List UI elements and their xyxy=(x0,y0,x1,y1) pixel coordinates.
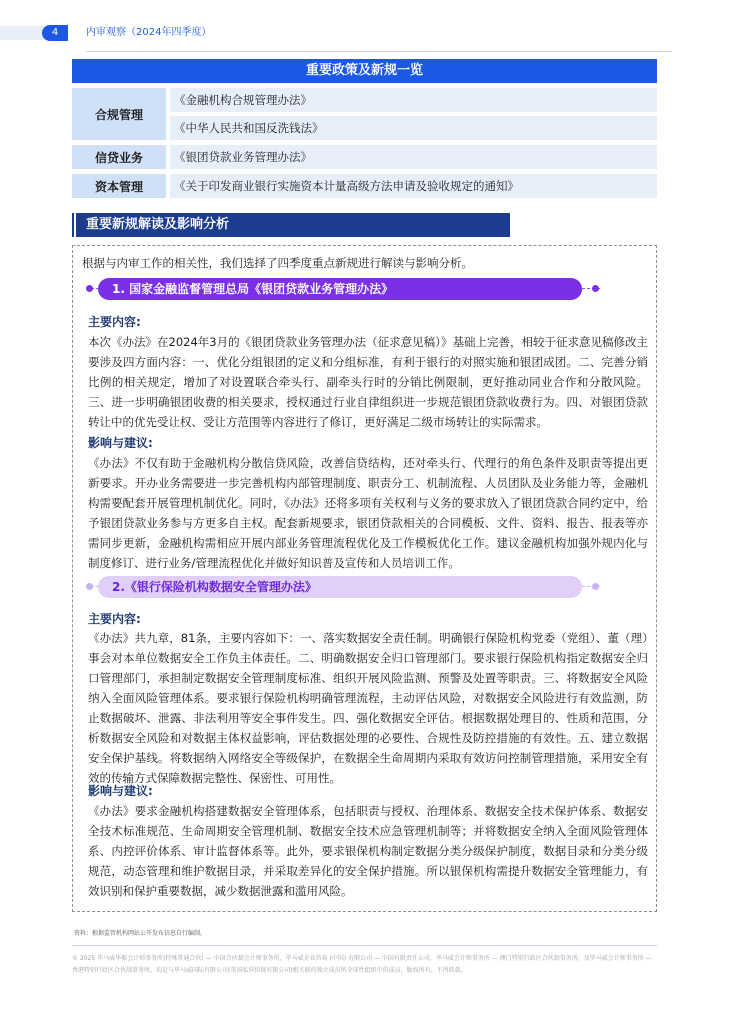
heading-dot-left xyxy=(86,583,93,590)
category-credit: 信贷业务 xyxy=(72,145,166,169)
item-2-main-text: 《办法》共九章，81条，主要内容如下：一、落实数据安全责任制。明确银行保险机构党委（党组）、董（理）事会对本单位数据安全工作负主体责任。二、明确数据安全归口管理部门。要求银行保险机构指定数据安全归口管理部门，承担制定数据安全管理制度标准、组织开展风险监测、预警及处置等职责。三、将数据安全风险纳入全面风险管理体系。要求银行保险机构明确管理流程，主动评估风险，对数据安全风险进行有效监测，防止数据破坏、泄露、非法利用等安全事件发生。四、强化数据安全评估。根据数据处理目的、性质和范围，分析数据安全风险和对数据主体权益影响，评估数据处理的必要性、合规性及防控措施的有效性。五、建立数据安全保护基线。将数据纳入网络安全等级保护，在数据全生命周期内采取有效访问控制管理措施，采用安全有效的传输方式保障数据完整性、保密性、可用性。 xyxy=(88,631,648,785)
heading-dot-right xyxy=(592,583,599,590)
regulation-item: 《金融机构合规管理办法》 xyxy=(170,88,657,112)
footer-divider xyxy=(72,945,657,946)
item-1-heading: 1. 国家金融监督管理总局《银团贷款业务管理办法》 xyxy=(98,278,582,300)
copyright-footer: © 2025 毕马威华振会计师事务所(特殊普通合伙) — 中国合伙制会计师事务所，毕马威企业咨询 (中国) 有限公司 — 中国有限责任公司，毕马威会计师事务所 — 澳门特别行政区合伙制事务所，及毕马威会计师事务所 — 香港特别行政区合伙制事务所，均是与毕马威国际有限公司(英国私营担保有限公司)相关联的独立成员所全球性组织中的成员。版权所有，不得转载。 xyxy=(72,955,652,974)
heading-dot-right xyxy=(592,285,599,292)
regulation-item: 《关于印发商业银行实施资本计量高级方法申请及验收规定的通知》 xyxy=(170,174,657,198)
section-title: 重要新规解读及影响分析 xyxy=(72,213,510,237)
policy-table-title: 重要政策及新规一览 xyxy=(72,59,657,83)
header-title: 内审观察（2024年四季度） xyxy=(86,27,212,38)
item-1-impact-label: 影响与建议: xyxy=(88,436,153,450)
item-2-impact-label: 影响与建议: xyxy=(88,784,153,798)
item-2-impact-text: 《办法》要求金融机构搭建数据安全管理体系，包括职责与授权、治理体系、数据安全技术保护体系、数据安全技术标准规范、生命周期安全管理机制、数据安全技术应急管理机制等；并将数据安全纳入全面风险管理体系、内控评价体系、审计监督体系等。此外，要求银保机构制定数据分类分级保护制度，数据目录和分类分级规范，动态管理和维护数据目录，并采取差异化的安全保护措施。所以银保机构需提升数据安全管理能力，有效识别和保护重要数据，减少数据泄露和滥用风险。 xyxy=(88,804,648,898)
heading-dot-left xyxy=(86,285,93,292)
section-title-accent xyxy=(72,213,76,237)
section-intro: 根据与内审工作的相关性，我们选择了四季度重点新规进行解读与影响分析。 xyxy=(82,256,473,270)
item-1-main-label: 主要内容: xyxy=(88,315,141,329)
page-header xyxy=(0,24,730,44)
header-divider xyxy=(86,51,672,52)
item-2-heading-row xyxy=(86,576,600,598)
source-note: 资料：根据监管机构网站公开发布信息自行编制。 xyxy=(74,930,207,937)
regulation-item: 《中华人民共和国反洗钱法》 xyxy=(170,116,657,140)
item-2-heading: 2.《银行保险机构数据安全管理办法》 xyxy=(98,576,582,598)
category-capital: 资本管理 xyxy=(72,174,166,198)
regulation-item: 《银团贷款业务管理办法》 xyxy=(170,145,657,169)
item-1-heading-row xyxy=(86,278,600,300)
item-1-impact-text: 《办法》不仅有助于金融机构分散信贷风险，改善信贷结构，还对牵头行、代理行的角色条件及职责等提出更新要求。开办业务需要进一步完善机构内部管理制度、职责分工、机制流程、人员团队及业务能力等，金融机构需要配套开展管理机制优化。同时，《办法》还将多项有关权利与义务的要求放入了银团贷款合同约定中，给予银团贷款业务参与方更多自主权。配套新规要求，银团贷款相关的合同模板、文件、资料、报告、报表等亦需同步更新，金融机构需相应开展内部业务管理流程优化及工作模板优化工作。建议金融机构加强外规内化与制度修订、进行业务/管理流程优化并做好知识普及宣传和人员培训工作。 xyxy=(88,456,648,570)
item-2-main-label: 主要内容: xyxy=(88,612,141,626)
category-compliance: 合规管理 xyxy=(72,88,166,140)
page-number: 4 xyxy=(42,25,68,41)
item-1-main-text: 本次《办法》在2024年3月的《银团贷款业务管理办法（征求意见稿）》基础上完善，相较于征求意见稿修改主要涉及四方面内容：一、优化分组银团的定义和分组标准，有利于银行的对照实施和银团成团。二、完善分销比例的相关规定，增加了对设置联合牵头行、副牵头行时的分销比例限制，更好推动同业合作和分散风险。三、进一步明确银团收费的相关要求，授权通过行业自律组织进一步规范银团贷款收费行为。四、对银团贷款转让中的优先受让权、受让方范围等内容进行了修订，更好满足二级市场转让的实际需求。 xyxy=(88,335,648,429)
